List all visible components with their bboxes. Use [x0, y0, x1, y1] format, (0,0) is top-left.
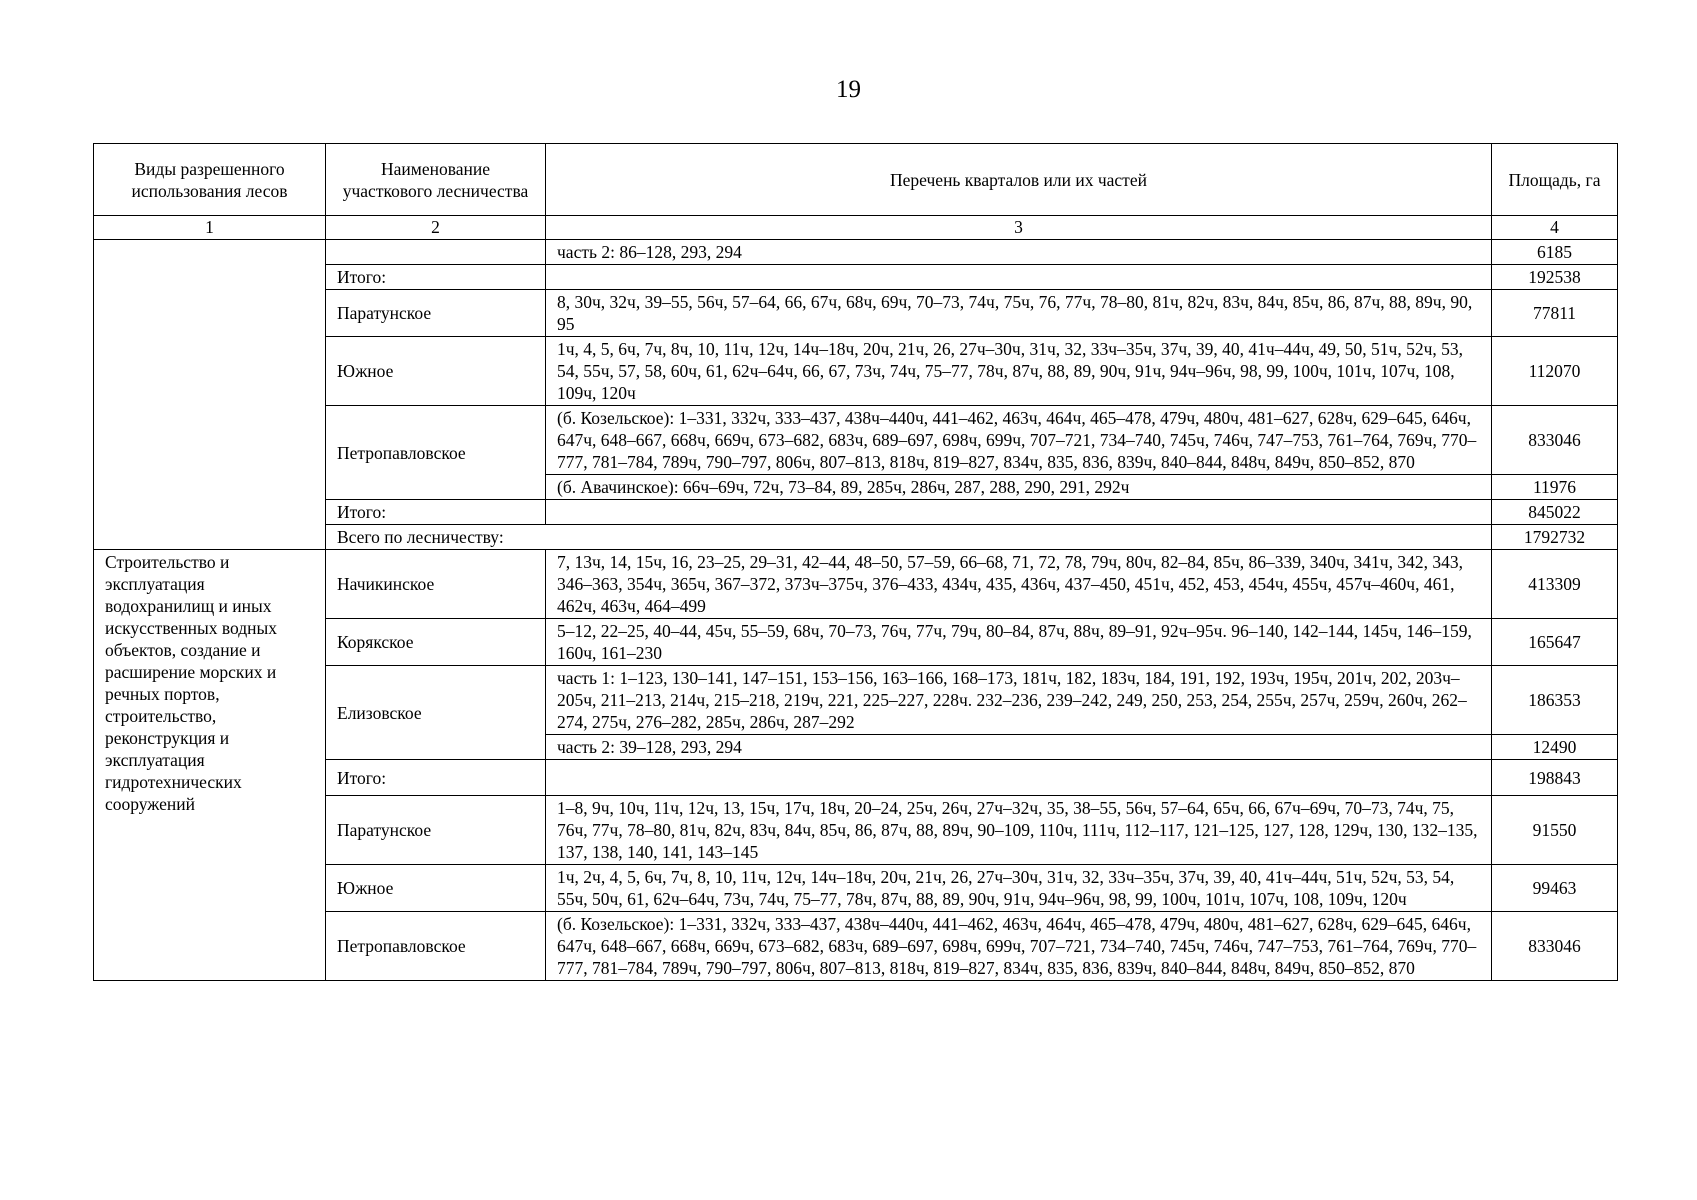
forestry-cell: Итого:: [326, 265, 546, 290]
header-area: Площадь, га: [1492, 144, 1618, 216]
column-number-row: [94, 216, 1618, 240]
area-cell: 99463: [1492, 865, 1618, 912]
quarters-cell: [546, 500, 1492, 525]
forestry-cell: Паратунское: [326, 796, 546, 865]
quarters-cell: 7, 13ч, 14, 15ч, 16, 23–25, 29–31, 42–44, 48–50, 57–59, 66–68, 71, 72, 78, 79ч, 80ч, 82–84, 85ч, 86–339, 340ч, 341ч, 342, 343, 346–363, 354ч, 365ч, 367–372, 373ч–375ч, 376–433, 434ч, 435, 436ч, 437–450, 451ч, 452, 453, 454ч, 455ч, 457ч–460ч, 461, 462ч, 463ч, 464–499: [546, 550, 1492, 619]
col-number: 4: [1492, 216, 1618, 240]
quarters-cell: часть 1: 1–123, 130–141, 147–151, 153–156, 163–166, 168–173, 181ч, 182, 183ч, 184, 191, 192, 193ч, 195ч, 201ч, 202, 203ч–205ч, 211–213, 214ч, 215–218, 219ч, 221, 225–227, 228ч. 232–236, 239–242, 249, 250, 253, 254, 255ч, 257ч, 259ч, 260ч, 262–274, 275ч, 276–282, 285ч, 286ч, 287–292: [546, 666, 1492, 735]
forestry-cell: Петропавловское: [326, 406, 546, 500]
forestry-cell: Паратунское: [326, 290, 546, 337]
area-cell: 165647: [1492, 619, 1618, 666]
forestry-cell: [326, 240, 546, 265]
header-forestry-name: Наименование участкового лесничества: [326, 144, 546, 216]
quarters-cell: часть 2: 86–128, 293, 294: [546, 240, 1492, 265]
table-row: [94, 550, 1618, 619]
area-cell: 833046: [1492, 912, 1618, 981]
area-cell: 112070: [1492, 337, 1618, 406]
quarters-cell: 1–8, 9ч, 10ч, 11ч, 12ч, 13, 15ч, 17ч, 18ч, 20–24, 25ч, 26ч, 27ч–32ч, 35, 38–55, 56ч, 57–64, 65ч, 66, 67ч–69ч, 70–73, 74ч, 75, 76ч, 77ч, 78–80, 81ч, 82ч, 83ч, 84ч, 85ч, 86, 87ч, 88, 89ч, 90–109, 110ч, 111ч, 112–117, 121–125, 127, 128, 129ч, 130, 132–135, 137, 138, 140, 141, 143–145: [546, 796, 1492, 865]
forestry-cell: Южное: [326, 865, 546, 912]
area-cell: 845022: [1492, 500, 1618, 525]
total-label-cell: Всего по лесничеству:: [326, 525, 1492, 550]
page-number: 19: [836, 76, 861, 103]
quarters-cell: 1ч, 2ч, 4, 5, 6ч, 7ч, 8, 10, 11ч, 12ч, 14ч–18ч, 20ч, 21ч, 26, 27ч–30ч, 31ч, 32, 33ч–35ч, 37ч, 39, 40, 41ч–44ч, 51ч, 52ч, 53, 54, 55ч, 50ч, 61, 62ч–64ч, 73ч, 74ч, 75–77, 78ч, 87ч, 88, 89, 90ч, 91ч, 94ч–96ч, 98, 99, 100ч, 101ч, 107ч, 108, 109ч, 120ч: [546, 865, 1492, 912]
area-cell: 11976: [1492, 475, 1618, 500]
area-cell: 198843: [1492, 760, 1618, 796]
area-cell: 192538: [1492, 265, 1618, 290]
quarters-cell: (б. Козельское): 1–331, 332ч, 333–437, 438ч–440ч, 441–462, 463ч, 464ч, 465–478, 479ч, 480ч, 481–627, 628ч, 629–645, 646ч, 647ч, 648–667, 668ч, 669ч, 673–682, 683ч, 689–697, 698ч, 699ч, 707–721, 734–740, 745ч, 746ч, 747–753, 761–764, 769ч, 770–777, 781–784, 789ч, 790–797, 806ч, 807–813, 818ч, 819–827, 834ч, 835, 836, 839ч, 840–844, 848ч, 849ч, 850–852, 870: [546, 406, 1492, 475]
area-cell: 77811: [1492, 290, 1618, 337]
header-row: [94, 144, 1618, 216]
quarters-cell: [546, 760, 1492, 796]
area-cell: 6185: [1492, 240, 1618, 265]
area-cell: 1792732: [1492, 525, 1618, 550]
col-number: 3: [546, 216, 1492, 240]
quarters-cell: часть 2: 39–128, 293, 294: [546, 735, 1492, 760]
forestry-cell: Елизовское: [326, 666, 546, 760]
forest-use-table: [93, 143, 1618, 981]
quarters-cell: (б. Козельское): 1–331, 332ч, 333–437, 438ч–440ч, 441–462, 463ч, 464ч, 465–478, 479ч, 480ч, 481–627, 628ч, 629–645, 646ч, 647ч, 648–667, 668ч, 669ч, 673–682, 683ч, 689–697, 698ч, 699ч, 707–721, 734–740, 745ч, 746ч, 747–753, 761–764, 769ч, 770–777, 781–784, 789ч, 790–797, 806ч, 807–813, 818ч, 819–827, 834ч, 835, 836, 839ч, 840–844, 848ч, 849ч, 850–852, 870: [546, 912, 1492, 981]
forestry-cell: Начикинское: [326, 550, 546, 619]
header-use-type: Виды разрешенного использования лесов: [94, 144, 326, 216]
header-quarters-list: Перечень кварталов или их частей: [546, 144, 1492, 216]
quarters-cell: 1ч, 4, 5, 6ч, 7ч, 8ч, 10, 11ч, 12ч, 14ч–18ч, 20ч, 21ч, 26, 27ч–30ч, 31ч, 32, 33ч–35ч, 37ч, 39, 40, 41ч–44ч, 49, 50, 51ч, 52ч, 53, 54, 55ч, 57, 58, 60ч, 61, 62ч–64ч, 66, 67, 73ч, 74ч, 75–77, 78ч, 87ч, 88, 89, 90ч, 91ч, 94ч–96ч, 98, 99, 100ч, 101ч, 107ч, 108, 109ч, 120ч: [546, 337, 1492, 406]
forestry-cell: Южное: [326, 337, 546, 406]
table-row: [94, 240, 1618, 265]
forestry-cell: Итого:: [326, 500, 546, 525]
use-type-cell: [94, 240, 326, 550]
area-cell: 413309: [1492, 550, 1618, 619]
forestry-cell: Итого:: [326, 760, 546, 796]
quarters-cell: 8, 30ч, 32ч, 39–55, 56ч, 57–64, 66, 67ч, 68ч, 69ч, 70–73, 74ч, 75ч, 76, 77ч, 78–80, 81ч, 82ч, 83ч, 84ч, 85ч, 86, 87ч, 88, 89ч, 90, 95: [546, 290, 1492, 337]
use-type-cell: Строительство и эксплуатация водохранилищ и иных искусственных водных объектов, создание и расширение морских и речных портов, строительство, реконструкция и эксплуатация гидротехнических сооружений: [94, 550, 326, 981]
col-number: 2: [326, 216, 546, 240]
quarters-cell: (б. Авачинское): 66ч–69ч, 72ч, 73–84, 89, 285ч, 286ч, 287, 288, 290, 291, 292ч: [546, 475, 1492, 500]
forestry-cell: Петропавловское: [326, 912, 546, 981]
area-cell: 12490: [1492, 735, 1618, 760]
quarters-cell: [546, 265, 1492, 290]
area-cell: 186353: [1492, 666, 1618, 735]
area-cell: 833046: [1492, 406, 1618, 475]
quarters-cell: 5–12, 22–25, 40–44, 45ч, 55–59, 68ч, 70–73, 76ч, 77ч, 79ч, 80–84, 87ч, 88ч, 89–91, 92ч–95ч. 96–140, 142–144, 145ч, 146–159, 160ч, 161–230: [546, 619, 1492, 666]
forestry-cell: Корякское: [326, 619, 546, 666]
col-number: 1: [94, 216, 326, 240]
area-cell: 91550: [1492, 796, 1618, 865]
